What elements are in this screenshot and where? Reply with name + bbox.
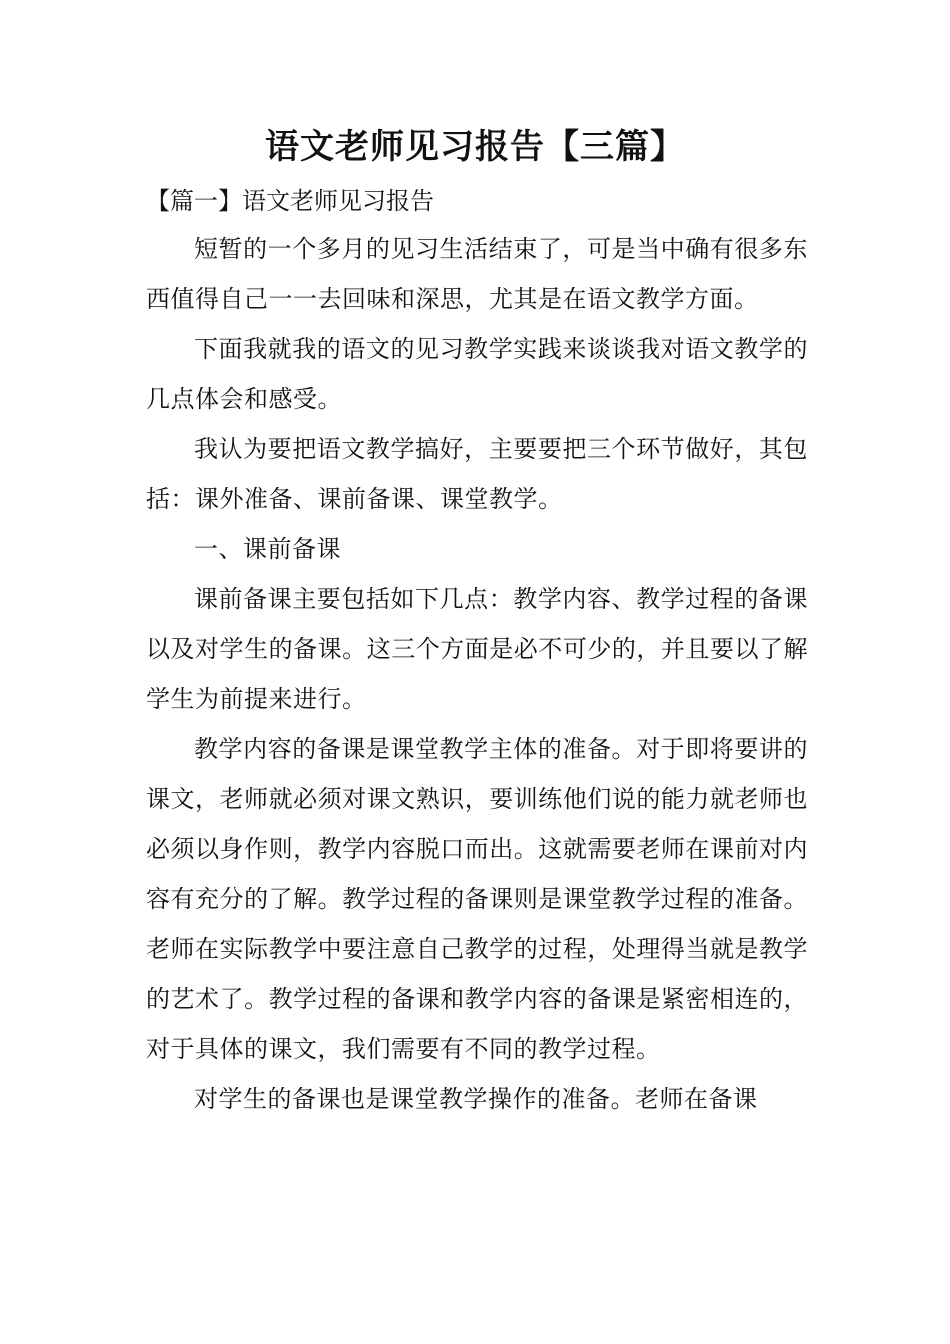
section-heading: 【篇一】语文老师见习报告 <box>146 187 434 215</box>
document-body <box>146 224 808 1124</box>
paragraph: 对学生的备课也是课堂教学操作的准备。老师在备课 <box>194 1085 758 1113</box>
paragraph: 教学内容的备课是课堂教学主体的准备。对于即将要讲的课文，老师就必须对课文熟识，要训练他们说的能力就老师也必须以身作则，教学内容脱口而出。这就需要老师在课前对内容有充分的了解。教学过程的备课则是课堂教学过程的准备。老师在实际教学中要注意自己教学的过程，处理得当就是教学的艺术了。教学过程的备课和教学内容的备课是紧密相连的，对于具体的课文，我们需要有不同的教学过程。 <box>146 735 808 1063</box>
paragraph: 短暂的一个多月的见习生活结束了，可是当中确有很多东西值得自己一一去回味和深思，尤其是在语文教学方面。 <box>146 235 808 313</box>
paragraph: 我认为要把语文教学搞好，主要要把三个环节做好，其包括：课外准备、课前备课、课堂教学。 <box>146 435 808 513</box>
subsection-heading: 一、课前备课 <box>194 535 341 563</box>
document-title: 语文老师见习报告【三篇】 <box>265 127 685 167</box>
paragraph: 课前备课主要包括如下几点：教学内容、教学过程的备课以及对学生的备课。这三个方面是必不可少的，并且要以了解学生为前提来进行。 <box>146 585 808 713</box>
paragraph: 下面我就我的语文的见习教学实践来谈谈我对语文教学的几点体会和感受。 <box>146 335 808 413</box>
